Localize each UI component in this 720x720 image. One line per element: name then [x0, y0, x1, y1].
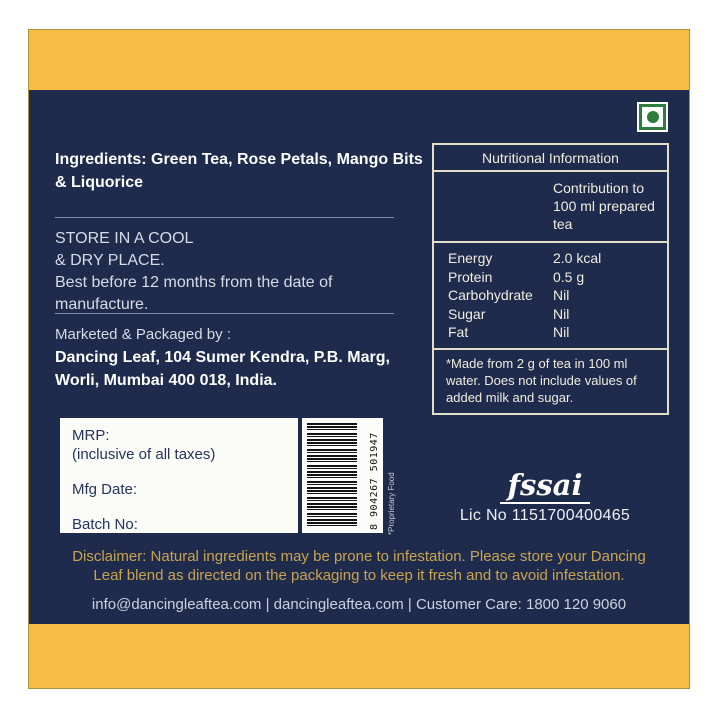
nutrition-footnote: *Made from 2 g of tea in 100 ml water. Does not include values of added milk and sugar. [434, 348, 667, 413]
table-row [434, 249, 667, 268]
marketed-address-line2: Worli, Mumbai 400 018, India. [55, 372, 277, 389]
nutrition-table [432, 143, 669, 415]
nutrient-label: Energy [448, 250, 493, 266]
storage-line1: STORE IN A COOL [55, 230, 194, 247]
mrp-tax-note: (inclusive of all taxes) [72, 446, 216, 463]
mfg-date-label: Mfg Date: [72, 481, 138, 498]
ingredients-line2: & Liquorice [55, 174, 144, 191]
package-back-label [28, 29, 690, 689]
table-row [434, 305, 667, 324]
nutrient-value: Nil [553, 287, 570, 303]
mrp-label: MRP: [72, 427, 110, 444]
ingredients-line1: Ingredients: Green Tea, Rose Petals, Mango Bits [55, 151, 423, 168]
storage-line2: & DRY PLACE. [55, 252, 165, 269]
vegetarian-mark-frame [639, 104, 666, 130]
disclaimer-text [29, 547, 689, 585]
disclaimer-line1: Disclaimer: Natural ingredients may be prone to infestation. Please store your Dancing [72, 548, 646, 565]
nutrition-table-title: Nutritional Information [434, 145, 667, 172]
disclaimer-line2: Leaf blend as directed on the packaging to keep it fresh and to avoid infestation. [93, 567, 625, 584]
marketed-by-block [55, 323, 390, 392]
fssai-block [445, 470, 645, 525]
nutrition-rows [434, 243, 667, 348]
label-body [29, 90, 689, 624]
nutrient-label: Fat [448, 324, 469, 340]
nutrient-value: 0.5 g [553, 268, 585, 285]
table-row [434, 323, 667, 342]
best-before-line1: Best before 12 months from the date of [55, 274, 333, 291]
nutrient-value: Nil [553, 305, 570, 322]
top-yellow-band [29, 30, 689, 90]
nutrient-value: Nil [553, 324, 570, 340]
vegetarian-mark-dot [647, 111, 659, 123]
marketed-by-label: Marketed & Packaged by : [55, 326, 231, 343]
divider [55, 313, 394, 314]
vegetarian-mark-icon [637, 102, 668, 132]
fssai-logo: fssai [500, 470, 591, 504]
ingredients-text [55, 148, 423, 194]
best-before-line2: manufacture. [55, 296, 149, 313]
table-row [434, 286, 667, 305]
nutrient-label: Carbohydrate [448, 287, 533, 303]
nutrient-label: Protein [448, 268, 493, 285]
contact-line: info@dancingleaftea.com | dancingleaftea.com | Customer Care: 1800 120 9060 [91, 596, 627, 613]
nutrition-column-header: Contribution to 100 ml prepared tea [434, 172, 667, 243]
fssai-license-number: Lic No 1151700400465 [459, 507, 631, 524]
storage-instructions [55, 228, 333, 316]
mrp-box [60, 418, 298, 533]
table-row [434, 268, 667, 287]
barcode-bars [307, 423, 357, 528]
nutrient-value: 2.0 kcal [553, 250, 602, 266]
barcode [302, 418, 383, 533]
barcode-number: 8 904267 501947 [369, 432, 380, 530]
divider [55, 217, 394, 218]
nutrient-label: Sugar [448, 305, 486, 322]
batch-no-label: Batch No: [72, 516, 138, 533]
marketed-address-line1: Dancing Leaf, 104 Sumer Kendra, P.B. Marg, [55, 349, 390, 366]
proprietary-food-note: *Proprietary Food [387, 472, 396, 535]
bottom-yellow-band [29, 624, 689, 688]
